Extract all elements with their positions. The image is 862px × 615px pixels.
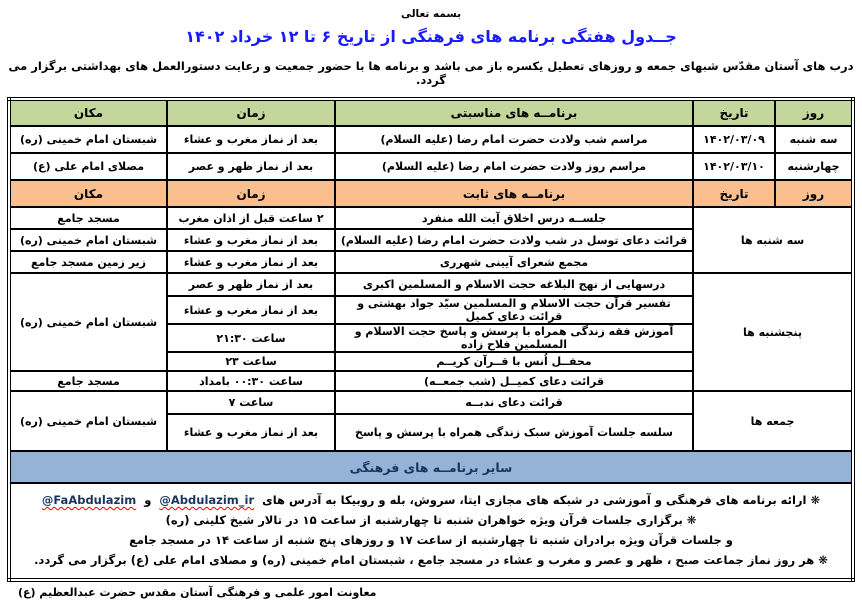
time-cell: ۲ ساعت قبل از اذان مغرب [167, 207, 335, 229]
table-row [9, 391, 853, 414]
place-cell: شبستان امام خمینی (ره) [9, 391, 167, 451]
table-row [9, 153, 853, 180]
schedule-table [7, 97, 855, 582]
table-row [9, 207, 853, 229]
day-cell: سه شنبه [775, 126, 853, 153]
header-place-cell: مکان [9, 180, 167, 207]
note-line: و جلسات قرآن ویژه برادران شنبه تا چهارشنبه از ساعت ۱۷ و روزهای پنج شنبه از ساعت ۱۴ در مسجد جامع [129, 533, 733, 547]
program-cell: قرائت دعای ندبــه [335, 391, 693, 414]
day-group-cell: جمعه ها [693, 391, 853, 451]
program-cell: درسهایی از نهج البلاغه حجت الاسلام و المسلمین اکبری [335, 273, 693, 296]
date-cell: ۱۴۰۲/۰۳/۱۰ [693, 153, 775, 180]
time-cell: بعد از نماز مغرب و عشاء [167, 229, 335, 251]
place-cell: مسجد جامع [9, 207, 167, 229]
table-row [9, 273, 853, 296]
header-program-cell: برنامــه های ثابت [335, 180, 693, 207]
subtitle-text: درب های آستان مقدّس شبهای جمعه و روزهای تعطیل یکسره باز می باشد و برنامه ها با حضور جمعیت و رعایت دستورالعمل های بهداشتی برگزار می گردد. [8, 59, 854, 87]
header-program-cell: برنامــه های مناسبتی [335, 99, 693, 126]
program-cell: مراسم روز ولادت حضرت امام رضا (علیه السلام) [335, 153, 693, 180]
social-handle-abdulazim-ir: @Abdulazim_ir [159, 493, 255, 507]
note-conjunction: و [144, 493, 152, 507]
program-cell: سلسه جلسات آموزش سبک زندگی همراه با پرسش و پاسخ [335, 414, 693, 451]
header-day-cell: روز [775, 180, 853, 207]
time-cell: بعد از نماز مغرب و عشاء [167, 126, 335, 153]
fixed-header-row [9, 180, 853, 207]
program-cell: جلســه درس اخلاق آیت الله منفرد [335, 207, 693, 229]
place-cell: زیر زمین مسجد جامع [9, 251, 167, 273]
social-handle-faabdulazim: @FaAbdulazim [41, 493, 137, 507]
notes-row [9, 483, 853, 580]
day-cell: چهارشنبه [775, 153, 853, 180]
footer-text: معاونت امور علمی و فرهنگی آستان مقدس حضرت عبدالعظیم (ع) [18, 586, 377, 599]
header-day-cell: روز [775, 99, 853, 126]
bismillah-text: بسمه تعالی [400, 8, 462, 20]
other-programs-banner: سایر برنامــه های فرهنگی [9, 451, 853, 483]
place-cell: شبستان امام خمینی (ره) [9, 229, 167, 251]
time-cell: ساعت ۲۳ [167, 352, 335, 371]
place-cell: شبستان امام خمینی (ره) [9, 273, 167, 371]
program-cell: آموزش فقه زندگی همراه با پرسش و پاسخ حجت الاسلام و المسلمین فلاح زاده [335, 324, 693, 352]
place-cell: مسجد جامع [9, 371, 167, 391]
header-place-cell: مکان [9, 99, 167, 126]
place-cell: مصلای امام علی (ع) [9, 153, 167, 180]
date-cell: ۱۴۰۲/۰۳/۰۹ [693, 126, 775, 153]
day-group-cell: پنجشنبه ها [693, 273, 853, 391]
place-cell: شبستان امام خمینی (ره) [9, 126, 167, 153]
program-cell: محفــل اُنس با قــرآن کریــم [335, 352, 693, 371]
header-time-cell: زمان [167, 180, 335, 207]
occasional-header-row [9, 99, 853, 126]
time-cell: بعد از نماز ظهر و عصر [167, 153, 335, 180]
note-line1-text: ❋ ارائه برنامه های فرهنگی و آموزشی در شبکه های مجازی ایتا، سروش، بله و روبیکا به آدرس های [262, 493, 821, 507]
header-date-cell: تاریخ [693, 180, 775, 207]
program-cell: تفسیر قرآن حجت الاسلام و المسلمین سیّد جواد بهشتی و قرائت دعای کمیل [335, 296, 693, 324]
program-cell: مراسم شب ولادت حضرت امام رضا (علیه السلام) [335, 126, 693, 153]
program-cell: مجمع شعرای آیینی شهرری [335, 251, 693, 273]
time-cell: بعد از نماز مغرب و عشاء [167, 414, 335, 451]
header-date-cell: تاریخ [693, 99, 775, 126]
time-cell: ساعت ۲۱:۳۰ [167, 324, 335, 352]
time-cell: ساعت ۷ [167, 391, 335, 414]
table-row [9, 126, 853, 153]
header-time-cell: زمان [167, 99, 335, 126]
time-cell: ساعت ۰۰:۳۰ بامداد [167, 371, 335, 391]
note-line [21, 490, 841, 510]
time-cell: بعد از نماز مغرب و عشاء [167, 296, 335, 324]
note-line: ❋ هر روز نماز جماعت صبح ، ظهر و عصر و مغرب و عشاء در مسجد جامع ، شبستان امام خمینی (ره) و مصلای امام علی (ع) برگزار می گردد. [34, 553, 828, 567]
page-title: جــدول هفتگی برنامه های فرهنگی از تاریخ ۶ تا ۱۲ خرداد ۱۴۰۲ [185, 27, 677, 46]
time-cell: بعد از نماز ظهر و عصر [167, 273, 335, 296]
note-line: ❋ برگزاری جلسات قرآن ویژه خواهران شنبه تا چهارشنبه از ساعت ۱۵ در تالار شیخ کلینی (ره) [165, 513, 697, 527]
day-group-cell: سه شنبه ها [693, 207, 853, 273]
program-cell: قرائت دعای کمیــل (شب جمعــه) [335, 371, 693, 391]
notes-block [9, 483, 853, 580]
program-cell: قرائت دعای توسل در شب ولادت حضرت امام رضا (علیه السلام) [335, 229, 693, 251]
banner-row [9, 451, 853, 483]
time-cell: بعد از نماز مغرب و عشاء [167, 251, 335, 273]
